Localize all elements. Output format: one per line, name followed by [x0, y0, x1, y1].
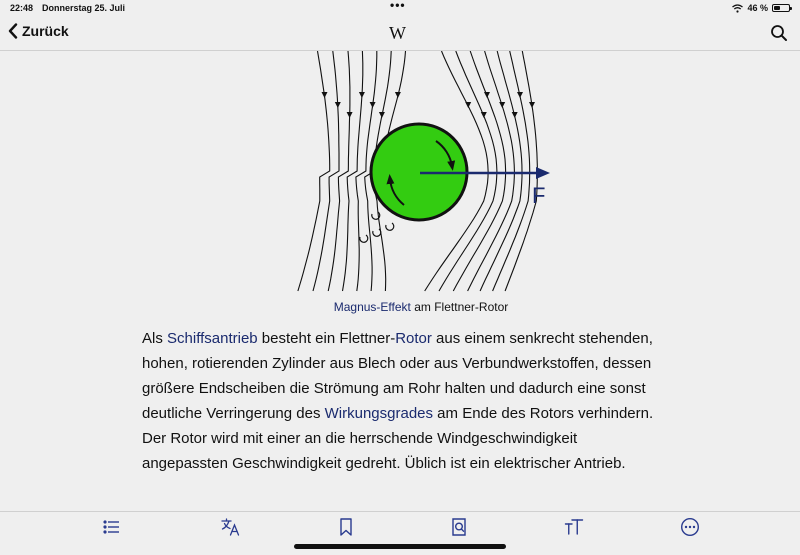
chevron-left-icon [8, 23, 18, 39]
status-time: 22:48 [10, 3, 34, 13]
streamline-arrow [347, 112, 353, 118]
wikipedia-logo: W [389, 23, 406, 43]
vortex-swirls [360, 212, 394, 242]
streamline-arrow [499, 102, 505, 108]
streamline-arrow [517, 92, 523, 98]
battery-icon [772, 4, 790, 12]
para-text-1: Als [142, 330, 168, 347]
battery-percent: 46 % [747, 3, 768, 13]
figure-caption [0, 300, 800, 314]
para-text-2: besteht ein Flettner- [257, 330, 396, 347]
status-bar [0, 0, 800, 16]
find-in-page-icon[interactable] [449, 517, 469, 537]
caption-text: am Flettner-Rotor [410, 300, 509, 314]
streamline-arrow [379, 112, 385, 118]
bottom-toolbar [0, 512, 800, 542]
translate-icon[interactable] [221, 517, 241, 537]
more-icon[interactable] [680, 517, 700, 537]
text-size-icon[interactable] [564, 517, 584, 537]
back-label: Zurück [22, 23, 69, 39]
streamline-arrow [322, 92, 328, 98]
force-label: F [532, 183, 546, 208]
schiffsantrieb-link[interactable]: Schiffsantrieb [167, 330, 258, 347]
streamline-arrow [465, 102, 471, 108]
para-text-3: aus einem senkrecht stehenden, hohen, rotierenden Zylinder aus Blech oder aus Verbundwerkstoffen, dessen größere Endscheiben die Strömung am Rohr halten und dadurch eine sonst deutliche Verringerung des [142, 330, 653, 422]
wirkungsgrades-link[interactable]: Wirkungsgrades [324, 405, 434, 422]
streamline [298, 51, 330, 291]
article-paragraph [142, 326, 662, 476]
streamline-arrow [359, 92, 365, 98]
streamline [313, 51, 339, 291]
bookmark-icon[interactable] [336, 517, 356, 537]
list-icon[interactable] [102, 517, 122, 537]
multitasking-dots-icon[interactable]: ••• [390, 0, 406, 12]
rotor-link[interactable]: Rotor [395, 330, 432, 347]
streamline-arrow [395, 92, 401, 98]
status-right [732, 3, 790, 13]
magnus-effect-figure[interactable] [280, 51, 580, 293]
streamline [343, 51, 363, 291]
back-button[interactable] [8, 23, 69, 39]
streamline-arrow [484, 92, 490, 98]
streamline-arrow [481, 112, 487, 118]
nav-bar [0, 16, 800, 50]
streamline [493, 51, 530, 291]
streamline-arrow [512, 112, 518, 118]
wifi-icon [732, 4, 743, 13]
status-date: Donnerstag 25. Juli [42, 3, 126, 13]
para-text-4: am Ende des Rotors verhindern. Der Rotor wird mit einer an die herrschende Windgeschwindigkeit angepassten Geschwindigkeit gedreht. Üblich ist ein elektrischer Antrieb. [142, 405, 654, 472]
streamline [505, 51, 537, 291]
streamline-arrow [370, 102, 376, 108]
streamline-arrow [335, 102, 341, 108]
home-indicator[interactable] [294, 544, 506, 549]
magnus-effekt-link[interactable]: Magnus-Effekt [333, 300, 411, 314]
search-icon[interactable] [770, 24, 788, 42]
streamline-arrow [529, 102, 535, 108]
